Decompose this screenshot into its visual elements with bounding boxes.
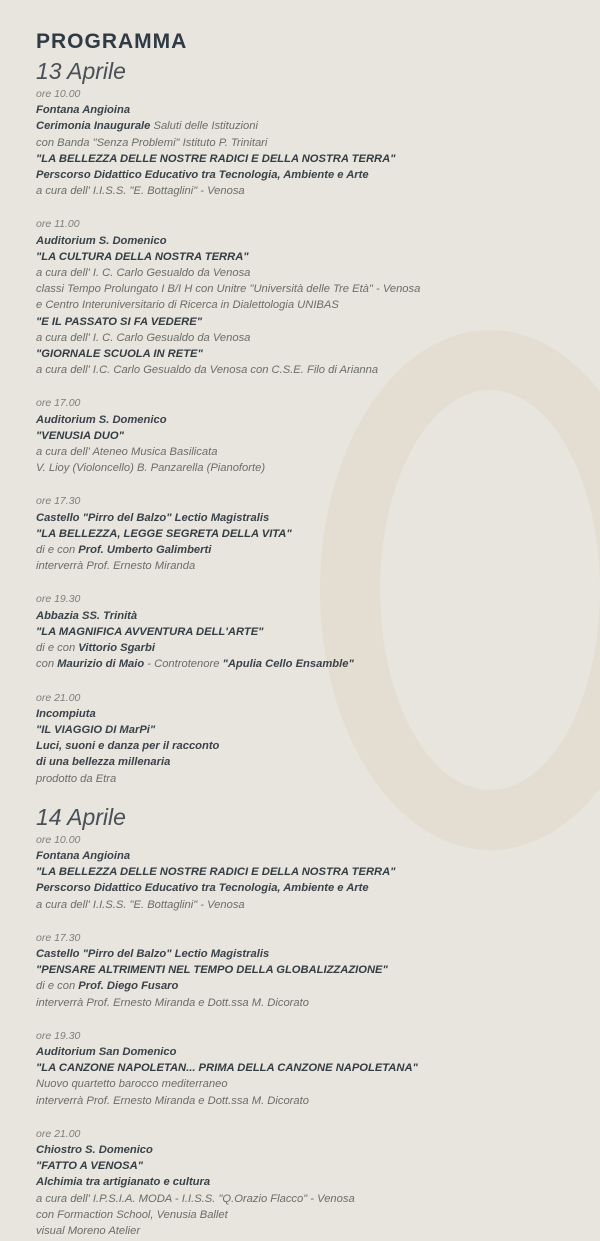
- event-line: [36, 832, 564, 848]
- event-line: [36, 346, 564, 362]
- event-line: [36, 542, 564, 558]
- event-name: "Apulia Cello Ensamble": [222, 658, 354, 671]
- event-line: [36, 1142, 564, 1158]
- event-venue: Castello "Pirro del Balzo" Lectio Magistralis: [36, 511, 270, 524]
- event-detail: classi Tempo Prolungato I B/I H con Unitre "Università delle Tre Età" - Venosa: [36, 283, 421, 296]
- day-section: [36, 58, 564, 787]
- event-headline: "PENSARE ALTRIMENTI NEL TEMPO DELLA GLOBALIZZAZIONE": [36, 964, 388, 977]
- event-name: Vittorio Sgarbi: [78, 642, 155, 655]
- event-block: [36, 216, 564, 378]
- event-detail: interverrà Prof. Ernesto Miranda: [36, 560, 196, 573]
- event-venue: Chiostro S. Domenico: [36, 1143, 153, 1156]
- event-line: [36, 412, 564, 428]
- event-block: [36, 395, 564, 476]
- event-line: [36, 510, 564, 526]
- event-line: [36, 281, 564, 297]
- event-line: [36, 249, 564, 265]
- event-line: [36, 1191, 564, 1207]
- event-detail: interverrà Prof. Ernesto Miranda e Dott.ssa M. Dicorato: [36, 996, 309, 1009]
- event-line: [36, 738, 564, 754]
- event-detail: - Controtenore: [144, 658, 223, 671]
- event-line: [36, 995, 564, 1011]
- event-line: [36, 946, 564, 962]
- event-headline: "LA MAGNIFICA AVVENTURA DELL'ARTE": [36, 625, 264, 638]
- event-venue: Auditorium S. Domenico: [36, 413, 167, 426]
- event-detail: e Centro Interuniversitario di Ricerca in Dialettologia UNIBAS: [36, 299, 339, 312]
- event-line: [36, 183, 564, 199]
- event-line: [36, 1174, 564, 1190]
- day-heading: 14 Aprile: [36, 803, 126, 830]
- event-venue: Fontana Angioina: [36, 849, 131, 862]
- event-venue: Abbazia SS. Trinità: [36, 609, 138, 622]
- event-line: [36, 608, 564, 624]
- event-detail: a cura dell' I.I.S.S. "E. Bottaglini" - Venosa: [36, 185, 245, 198]
- event-headline: "GIORNALE SCUOLA IN RETE": [36, 348, 203, 361]
- event-highlight: Alchimia tra artigianato e cultura: [36, 1176, 211, 1189]
- event-detail: a cura dell' I.I.S.S. "E. Bottaglini" - Venosa: [36, 898, 245, 911]
- event-detail: con: [36, 658, 58, 671]
- event-line: [36, 978, 564, 994]
- event-line: [36, 1126, 564, 1142]
- event-line: [36, 1093, 564, 1109]
- event-detail: di e con: [36, 980, 79, 993]
- event-detail: V. Lioy (Violoncello) B. Panzarella (Pianoforte): [36, 462, 266, 475]
- event-headline: "E IL PASSATO SI FA VEDERE": [36, 315, 203, 328]
- event-line: [36, 880, 564, 896]
- event-line: [36, 86, 564, 102]
- event-venue: Fontana Angioina: [36, 104, 131, 117]
- event-highlight: "IL VIAGGIO DI MarPi": [36, 723, 156, 736]
- event-headline: "VENUSIA DUO": [36, 429, 124, 442]
- event-highlight: Luci, suoni e danza per il racconto: [36, 740, 220, 753]
- event-line: [36, 640, 564, 656]
- event-time: ore 17.30: [36, 495, 81, 508]
- event-block: [36, 832, 564, 913]
- event-line: [36, 1158, 564, 1174]
- event-line: [36, 1044, 564, 1060]
- event-block: [36, 690, 564, 787]
- event-line: [36, 624, 564, 640]
- day-heading: 13 Aprile: [36, 58, 126, 84]
- event-detail: a cura dell' I. C. Carlo Gesualdo da Venosa: [36, 331, 251, 344]
- event-line: [36, 526, 564, 542]
- event-time: ore 19.30: [36, 593, 81, 606]
- event-line: [36, 558, 564, 574]
- event-line: [36, 656, 564, 672]
- event-line: [36, 330, 564, 346]
- event-highlight: di una bellezza millenaria: [36, 756, 171, 769]
- event-line: [36, 1028, 564, 1044]
- event-highlight: Cerimonia Inaugurale: [36, 120, 151, 133]
- event-line: [36, 864, 564, 880]
- event-name: Prof. Diego Fusaro: [78, 980, 179, 993]
- event-name: Maurizio di Maio: [57, 658, 145, 671]
- event-line: [36, 265, 564, 281]
- event-detail: con Formaction School, Venusia Ballet: [36, 1208, 228, 1221]
- event-detail: di e con: [36, 642, 79, 655]
- event-time: ore 17.00: [36, 397, 81, 410]
- event-detail: visual Moreno Atelier: [36, 1224, 141, 1237]
- event-line: [36, 167, 564, 183]
- event-line: [36, 897, 564, 913]
- event-line: [36, 233, 564, 249]
- event-line: [36, 706, 564, 722]
- event-name: Prof. Umberto Galimberti: [78, 544, 212, 557]
- event-line: [36, 1060, 564, 1076]
- event-time: ore 10.00: [36, 833, 81, 846]
- event-line: [36, 395, 564, 411]
- event-highlight: Perscorso Didattico Educativo tra Tecnologia, Ambiente e Arte: [36, 169, 369, 182]
- event-line: [36, 151, 564, 167]
- event-line: [36, 1207, 564, 1223]
- event-block: [36, 1126, 564, 1239]
- event-line: [36, 1076, 564, 1092]
- event-time: ore 21.00: [36, 1127, 81, 1140]
- event-detail: a cura dell' Ateneo Musica Basilicata: [36, 446, 218, 459]
- event-detail: Saluti delle Istituzioni: [150, 120, 258, 133]
- event-line: [36, 460, 564, 476]
- event-venue: Auditorium S. Domenico: [36, 234, 167, 247]
- event-detail: prodotto da Etra: [36, 772, 117, 785]
- event-line: [36, 118, 564, 134]
- event-detail: a cura dell' I.P.S.I.A. MODA - I.I.S.S. "Q.Orazio Flacco" - Venosa: [36, 1192, 355, 1205]
- event-line: [36, 690, 564, 706]
- event-line: [36, 314, 564, 330]
- event-detail: a cura dell' I. C. Carlo Gesualdo da Venosa: [36, 267, 251, 280]
- event-time: ore 11.00: [36, 218, 80, 231]
- event-venue: Auditorium San Domenico: [36, 1045, 177, 1058]
- event-line: [36, 1223, 564, 1239]
- event-headline: "LA BELLEZZA DELLE NOSTRE RADICI E DELLA NOSTRA TERRA": [36, 152, 396, 165]
- event-time: ore 17.30: [36, 931, 81, 944]
- event-line: [36, 771, 564, 787]
- event-time: ore 10.00: [36, 88, 81, 100]
- event-line: [36, 591, 564, 607]
- event-headline: "LA CANZONE NAPOLETAN... PRIMA DELLA CANZONE NAPOLETANA": [36, 1062, 418, 1075]
- event-line: [36, 135, 564, 151]
- page-title: PROGRAMMA: [36, 30, 188, 53]
- event-line: [36, 754, 564, 770]
- event-venue: Castello "Pirro del Balzo" Lectio Magistralis: [36, 947, 270, 960]
- event-line: [36, 848, 564, 864]
- event-detail: a cura dell' I.C. Carlo Gesualdo da Venosa con C.S.E. Filo di Arianna: [36, 364, 379, 377]
- event-line: [36, 493, 564, 509]
- event-detail: con Banda "Senza Problemi" Istituto P. Trinitari: [36, 136, 268, 149]
- event-detail: Nuovo quartetto barocco mediterraneo: [36, 1078, 228, 1091]
- event-headline: "FATTO A VENOSA": [36, 1160, 143, 1173]
- event-block: [36, 1028, 564, 1109]
- event-line: [36, 216, 564, 232]
- event-headline: "LA BELLEZZA, LEGGE SEGRETA DELLA VITA": [36, 527, 292, 540]
- event-line: [36, 428, 564, 444]
- event-venue: Incompiuta: [36, 707, 96, 720]
- event-line: [36, 362, 564, 378]
- event-line: [36, 297, 564, 313]
- event-highlight: Perscorso Didattico Educativo tra Tecnologia, Ambiente e Arte: [36, 882, 369, 895]
- event-block: [36, 591, 564, 672]
- event-headline: "LA BELLEZZA DELLE NOSTRE RADICI E DELLA NOSTRA TERRA": [36, 866, 396, 879]
- event-line: [36, 722, 564, 738]
- event-detail: di e con: [36, 544, 79, 557]
- event-headline: "LA CULTURA DELLA NOSTRA TERRA": [36, 250, 249, 263]
- event-line: [36, 962, 564, 978]
- event-line: [36, 444, 564, 460]
- event-detail: interverrà Prof. Ernesto Miranda e Dott.ssa M. Dicorato: [36, 1094, 309, 1107]
- event-time: ore 19.30: [36, 1029, 81, 1042]
- event-block: [36, 86, 564, 199]
- event-line: [36, 930, 564, 946]
- program-days: [36, 58, 564, 1239]
- day-section: [36, 804, 564, 1239]
- event-block: [36, 493, 564, 574]
- event-time: ore 21.00: [36, 691, 81, 704]
- event-block: [36, 930, 564, 1011]
- event-line: [36, 102, 564, 118]
